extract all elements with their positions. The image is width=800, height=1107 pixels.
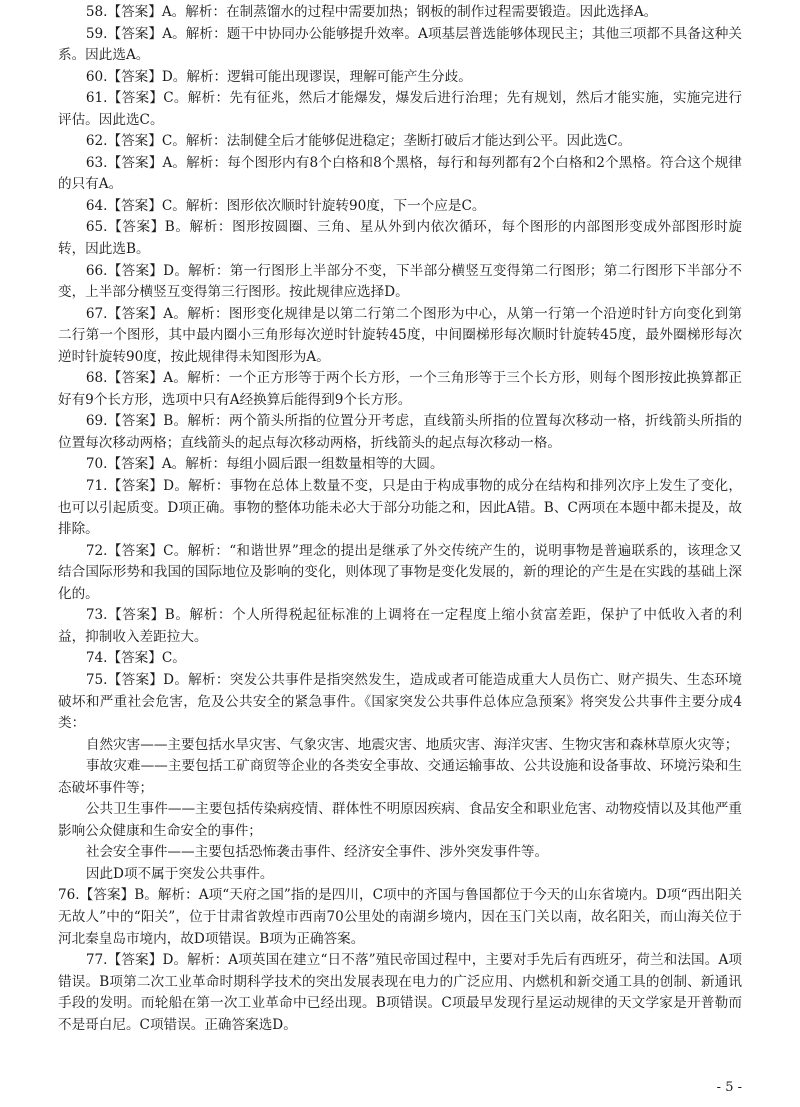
answer-64: 64.【答案】C。解析：图形依次顺时针旋转90度，下一个应是C。 (85, 197, 486, 214)
answer-68: 68.【答案】A。解析：一个正方形等于两个长方形，一个三角形等于三个长方形，则每个图形按此换算都正好有9个长方形，选项中只有A经换算后能得到9个长方形。 (58, 370, 742, 408)
answer-76: 76.【答案】B。解析：A项“天府之国”指的是四川，C项中的齐国与鲁国都位于今天的山东省境内。D项“西出阳关无故人”中的“阳关”，位于甘肃省敦煌市西南70公里处的南湖乡境内，因在玉门关以南，故名阳关，而山海关位于河北秦皇岛市境内，故D项错误。B项为正确答案。 (58, 887, 742, 947)
answer-59: 59.【答案】A。解析：题干中协同办公能够提升效率。A项基层普选能够体现民主；其他三项都不具备这种关系。因此选A。 (58, 25, 742, 64)
answer-73: 73.【答案】B。解析：个人所得税起征标准的上调将在一定程度上缩小贫富差距，保护了中低收入者的利益，抑制收入差距拉大。 (58, 607, 742, 645)
answer-75-social-security: 社会安全事件——主要包括恐怖袭击事件、经济安全事件、涉外突发事件等。 (85, 844, 549, 861)
answer-67: 67.【答案】A。解析：图形变化规律是以第二行第二个图形为中心，从第一行第一个沿逆时针方向变化到第二行第一个图形，其中最内圈小三角形每次逆时针旋转45度，中间圈梯形每次顺时针旋转45度，最外圈梯形每次逆时针旋转90度，按此规律得未知图形为A。 (58, 305, 742, 365)
answer-62: 62.【答案】C。解析：法制健全后才能够促进稳定；垄断打破后才能达到公平。因此选C。 (85, 133, 632, 150)
answer-63: 63.【答案】A。解析：每个图形内有8个白格和8个黑格，每行和每列都有2个白格和2个黑格。符合这个规律的只有A。 (58, 154, 742, 193)
answer-72: 72.【答案】C。解析：“和谐世界”理念的提出是继承了外交传统产生的，说明事物是普遍联系的，该理念又结合国际形势和我国的国际地位及影响的变化，则体现了事物是变化发展的，新的理论的产生是在实践的基础上深化的。 (58, 542, 742, 602)
answer-61: 61.【答案】C。解析：先有征兆，然后才能爆发，爆发后进行治理；先有规划，然后才能实施，实施完进行评估。因此选C。 (58, 90, 742, 128)
answer-75-natural-disasters: 自然灾害——主要包括水旱灾害、气象灾害、地震灾害、地质灾害、海洋灾害、生物灾害和森林草原火灾等； (85, 736, 739, 753)
answer-65: 65.【答案】B。解析：图形按圆圈、三角、星从外到内依次循环，每个图形的内部图形变成外部图形时旋转，因此选B。 (58, 219, 742, 258)
answer-71: 71.【答案】D。解析：事物在总体上数量不变，只是由于构成事物的成分在结构和排列次序上发生了变化，也可以引起质变。D项正确。事物的整体功能未必大于部分功能之和，因此A错。B、C两项在本题中都未提及，故排除。 (58, 478, 742, 538)
answer-77: 77.【答案】D。解析：A项英国在建立“日不落”殖民帝国过程中，主要对手先后有西班牙，荷兰和法国。A项错误。B项第二次工业革命时期科学技术的突出发展表现在电力的广泛应用、内燃机和新交通工具的创制、新通讯手段的发明。而轮船在第一次工业革命中已经出现。B项错误。C项最早发现行星运动规律的天文学家是开普勒而不是哥白尼。C项错误。正确答案选D。 (58, 952, 742, 1033)
page-number: - 5 - (716, 1080, 742, 1095)
answer-60: 60.【答案】D。解析：逻辑可能出现谬误，理解可能产生分歧。 (85, 68, 472, 85)
answer-75-public-health: 公共卫生事件——主要包括传染病疫情、群体性不明原因疾病、食品安全和职业危害、动物疫情以及其他严重影响公众健康和生命安全的事件； (58, 801, 742, 839)
answer-75-conclusion: 因此D项不属于突发公共事件。 (85, 865, 274, 882)
answer-66: 66.【答案】D。解析：第一行图形上半部分不变，下半部分横竖互变得第二行图形；第二行图形下半部分不变，上半部分横竖互变得第三行图形。按此规律应选择D。 (58, 262, 742, 301)
answer-75: 75.【答案】D。解析：突发公共事件是指突然发生，造成或者可能造成重大人员伤亡、财产损失、生态环境破坏和严重社会危害，危及公共安全的紧急事件。《国家突发公共事件总体应急预案》将突发公共事件主要分成4类： (58, 671, 742, 732)
answer-75-accidents: 事故灾难——主要包括工矿商贸等企业的各类安全事故、交通运输事故、公共设施和设备事故、环境污染和生态破坏事件等； (58, 758, 742, 796)
answer-74: 74.【答案】C。 (85, 650, 186, 667)
answer-58: 58.【答案】A。解析：在制蒸馏水的过程中需要加热；钢板的制作过程需要锻造。因此选择A。 (85, 4, 658, 20)
answer-69: 69.【答案】B。解析：两个箭头所指的位置分开考虑，直线箭头所指的位置每次移动一格，折线箭头所指的位置每次移动两格；直线箭头的起点每次移动两格，折线箭头的起点每次移动一格。 (58, 413, 742, 451)
answer-70: 70.【答案】A。解析：每组小圆后跟一组数量相等的大圆。 (85, 456, 444, 473)
